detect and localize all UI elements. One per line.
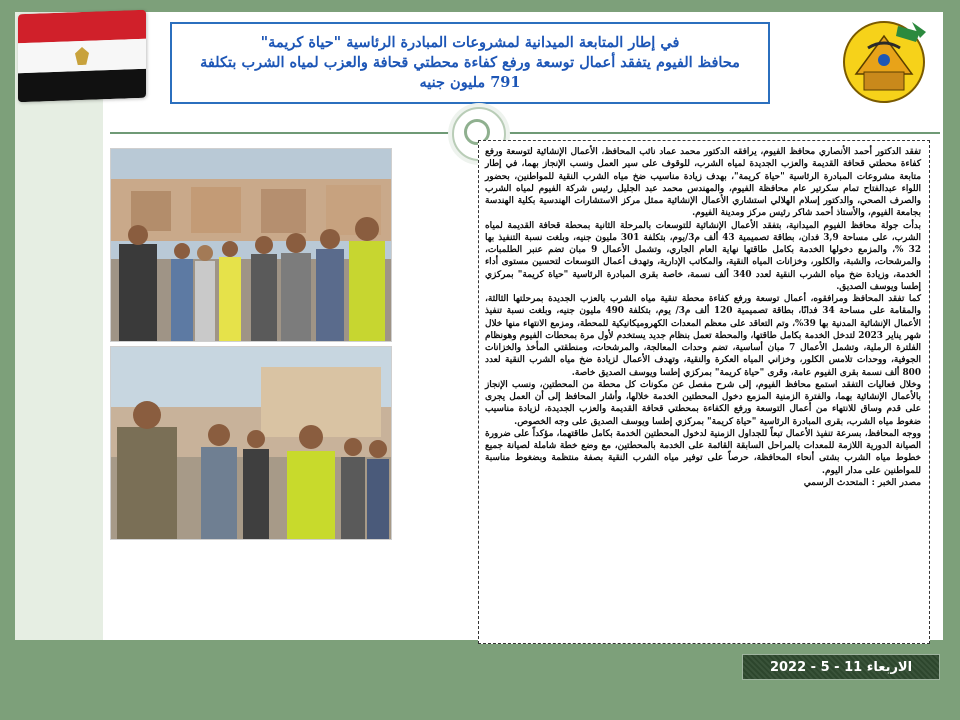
article-paragraph: ووجه المحافظ، بسرعة تنفيذ الأعمال تبعاً للجداول الزمنية لدخول المحطتين الخدمة بكامل طاقتهما، مؤكداً على ضرورة الصيانة الدورية اللازمة للمعدات بالمراحل السابقة القائمة على الخدمة بالمحطتين، مع وضع خطة شاملة لصيانة جميع خطوط مياه الشرب بشتى أنحاء المحافظة، حرصاً على توفير مياه الشرب النقية بصفة منتظمة وبضغوط مناسبة للمواطنين على مدار اليوم. [485,428,921,476]
article-body [478,140,930,644]
inspection-photo-1 [110,148,392,342]
headline-line-2: محافظ الفيوم يتفقد أعمال توسعة ورفع كفاءة محطتي قحافة والعزب لمياه الشرب بتكلفة 791 مليون جنيه [200,54,740,91]
left-side-band [15,12,103,704]
fayoum-governorate-logo-icon [838,14,938,110]
header-divider [110,132,940,134]
headline-line-1: في إطار المتابعة الميدانية لمشروعات المبادرة الرئاسية "حياة كريمة" [260,34,680,51]
egypt-flag-icon [18,10,146,102]
article-paragraph: كما تفقد المحافظ ومرافقوه، أعمال توسعة ورفع كفاءة محطة تنقية مياه الشرب بالعزب الجديدة بمرحلتها الثالثة، والمقامة على مساحة 34 فدانًا، بطاقة تصميمية 120 ألف م3/ يوم، بتكلفة 490 مليون جنيه، وبلغت نسبة تنفيذ الأعمال الإنشائية المدنية بها 39%، وتم التعاقد على معظم المعدات الكهروميكانيكية للمحطة، ومزمع الانتهاء منها خلال شهر يناير 2023 لتدخل الخدمة بكامل طاقتها، والمحطة تعمل بنظام جديد يستخدم لأول مرة بمحطات الفيوم وهونظام الفلترة الرملية، وتشمل الأعمال 7 مبان أساسية، تضم وحدات المعالجة، والمرشحات، ومنطقتي المأخذ والخزانات الجوفية، ووحدات تلامس الكلور، وخزاني المياه العكرة والنقية، وتهدف الأعمال لزيادة ضخ مياه الشرب النقية لعدد 800 ألف نسمة بقرى الفيوم عامة، وقرى "حياة كريمة" بمركزي إطسا ويوسف الصديق خاصة. [485,294,922,378]
date-banner: الاربعاء 11 - 5 - 2022 [742,654,940,680]
eagle-emblem-icon [75,47,89,65]
article-paragraph: تفقد الدكتور أحمد الأنصاري محافظ الفيوم، يرافقه الدكتور محمد عماد نائب المحافظ، الأعمال الإنشائية لتوسعة ورفع كفاءة محطتي قحافة القديمة والعزب الجديدة لمياه الشرب، للوقوف على سير العمل ونسب الإنجاز بهما، في إطار متابعة مشروعات المبادرة الرئاسية "حياة كريمة"، بهدف زيادة مناسيب ضخ مياه الشرب النقية للمواطنين، بحضور اللواء عبدالفتاح تمام سكرتير عام محافظة الفيوم، والمهندس محمد عبد الجليل رئيس شركة الفيوم لمياه الشرب والصرف الصحي، والدكتور إسلام الهلالي استشاري الأعمال الإنشائية ممثل مركز الاستشارات الهندسية بكلية الهندسة بجامعة الفيوم، والأستاذ أحمد شاكر رئيس مركز ومدينة الفيوم. [485,147,921,219]
article-paragraph: بدأت جولة محافظ الفيوم الميدانية، بتفقد الأعمال الإنشائية للتوسعات بالمرحلة الثانية بمحطة قحافة القديمة لمياه الشرب، على مساحة 3,9 فدان، بطاقة تصميمية 43 ألف م3/يوم، بتكلفة 301 مليون جنيه، وبلغت نسبة التنفيذ بها 32 %، والمزمع دخولها الخدمة بكامل طاقتها نهاية العام الجاري، وتشمل الأعمال 9 مبان تضم عنبر الطلمبات، والمرشحات، والشبة، والكلور، وخزانات المياه النقية، والمكاتب الإدارية، وتهدف أعمال التوسعات لتحسين مستوى أداء الخدمة، وزيادة ضخ مياه الشرب النقية لعدد 340 ألف نسمة، خاصة بقرى المبادرة الرئاسية "حياة كريمة" بمركزي إطسا ويوسف الصديق. [485,220,922,292]
article-paragraph: وخلال فعاليات التفقد استمع محافظ الفيوم، إلى شرح مفصل عن مكونات كل محطة من المحطتين، ونسب الإنجاز بالأعمال الإنشائية بهما، والفترة الزمنية المزمع دخول المحطتين الخدمة خلالها، وأشار المحافظ إلى أن العمل يجرى على قدم وساق للانتهاء من أعمال التوسعة ورفع الكفاءة بمحطتي قحافة القديمة والعزب الجديدة، لزيادة مناسيب ضغوط مياه الشرب، بقرى المبادرة الرئاسية "حياة كريمة" بمركزي إطسا ويوسف الصديق على وجه الخصوص. [485,379,921,427]
headline-box [170,22,770,104]
article-source: مصدر الخبر : المتحدث الرسمي [803,477,921,488]
inspection-photo-2 [110,346,392,540]
